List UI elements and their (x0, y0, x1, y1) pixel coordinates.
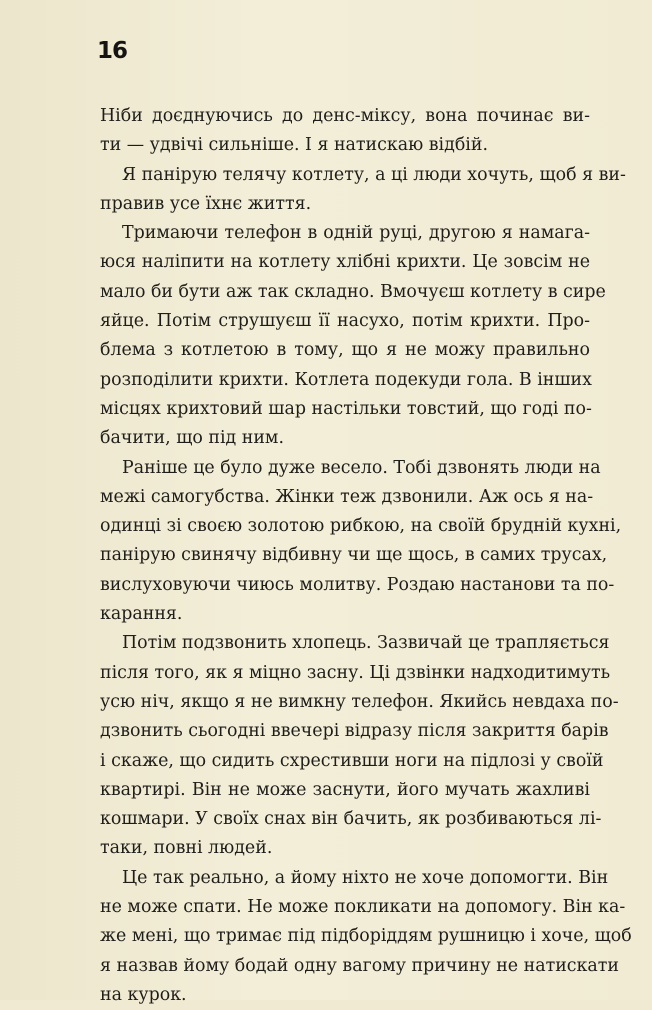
text-line: усю ніч, якщо я не вимкну телефон. Якийсь невдаха по- (100, 691, 619, 712)
text-line: Тримаючи телефон в одній руці, другою я намага- (122, 223, 590, 244)
page-number: 16 (97, 38, 128, 64)
text-line: і скаже, що сидить схрестивши ноги на підлозі у своїй (100, 750, 604, 771)
text-line: я назвав йому бодай одну вагому причину не натискати (100, 955, 619, 976)
text-line: межі самогубства. Жінки теж дзвонили. Аж ось я на- (100, 486, 594, 507)
text-line: кошмари. У своїх снах він бачить, як розбиваються лі- (100, 809, 602, 830)
text-line: панірую свинячу відбивну чи ще щось, в самих трусах, (100, 545, 608, 566)
text-line: Я панірую телячу котлету, а ці люди хочуть, щоб я ви- (122, 164, 626, 185)
body-text (100, 102, 632, 1010)
text-line: бачити, що під ним. (100, 428, 284, 449)
text-line: після того, як я міцно засну. Ці дзвінки надходитимуть (100, 662, 611, 683)
text-line: на курок. (100, 984, 187, 1005)
text-line: яйце. Потім струшуєш її насухо, потім крихти. Про- (100, 311, 590, 332)
text-line: Потім подзвонить хлопець. Зазвичай це трапляється (122, 633, 610, 654)
text-line: таки, повні людей. (100, 838, 273, 859)
text-line: же мені, що тримає під підборіддям рушницю і хоче, щоб (100, 926, 632, 947)
text-line: розподілити крихти. Котлета подекуди гола. В інших (100, 369, 592, 390)
text-line: ти — удвічі сильніше. І я натискаю відбій. (100, 135, 488, 156)
text-line: Раніше це було дуже весело. Тобі дзвонять люди на (122, 457, 601, 478)
text-line: блема з котлетою в тому, що я не можу правильно (100, 340, 590, 361)
text-line: одинці зі своєю золотою рибкою, на своїй брудній кухні, (100, 516, 622, 537)
text-line: Ніби доєднуючись до денс-міксу, вона починає ви- (100, 106, 590, 126)
text-line: дзвонить сьогодні ввечері відразу після закриття барів (100, 721, 609, 742)
text-line: мало би бути аж так складно. Вмочуєш котлету в сире (100, 281, 606, 302)
text-line: квартирі. Він не може заснути, його мучать жахливі (100, 779, 590, 800)
text-line: не може спати. Не може покликати на допомогу. Він ка- (100, 897, 626, 918)
text-line: правив усе їхнє життя. (100, 193, 312, 214)
text-line: карання. (100, 604, 183, 625)
text-line: юся наліпити на котлету хлібні крихти. Це зовсім не (100, 252, 590, 273)
text-line: місцях крихтовий шар настільки товстий, що годі по- (100, 398, 592, 419)
text-line: Це так реально, а йому ніхто не хоче допомогти. Він (122, 867, 609, 888)
text-line: вислуховуючи чиюсь молитву. Роздаю настанови та по- (100, 574, 615, 595)
